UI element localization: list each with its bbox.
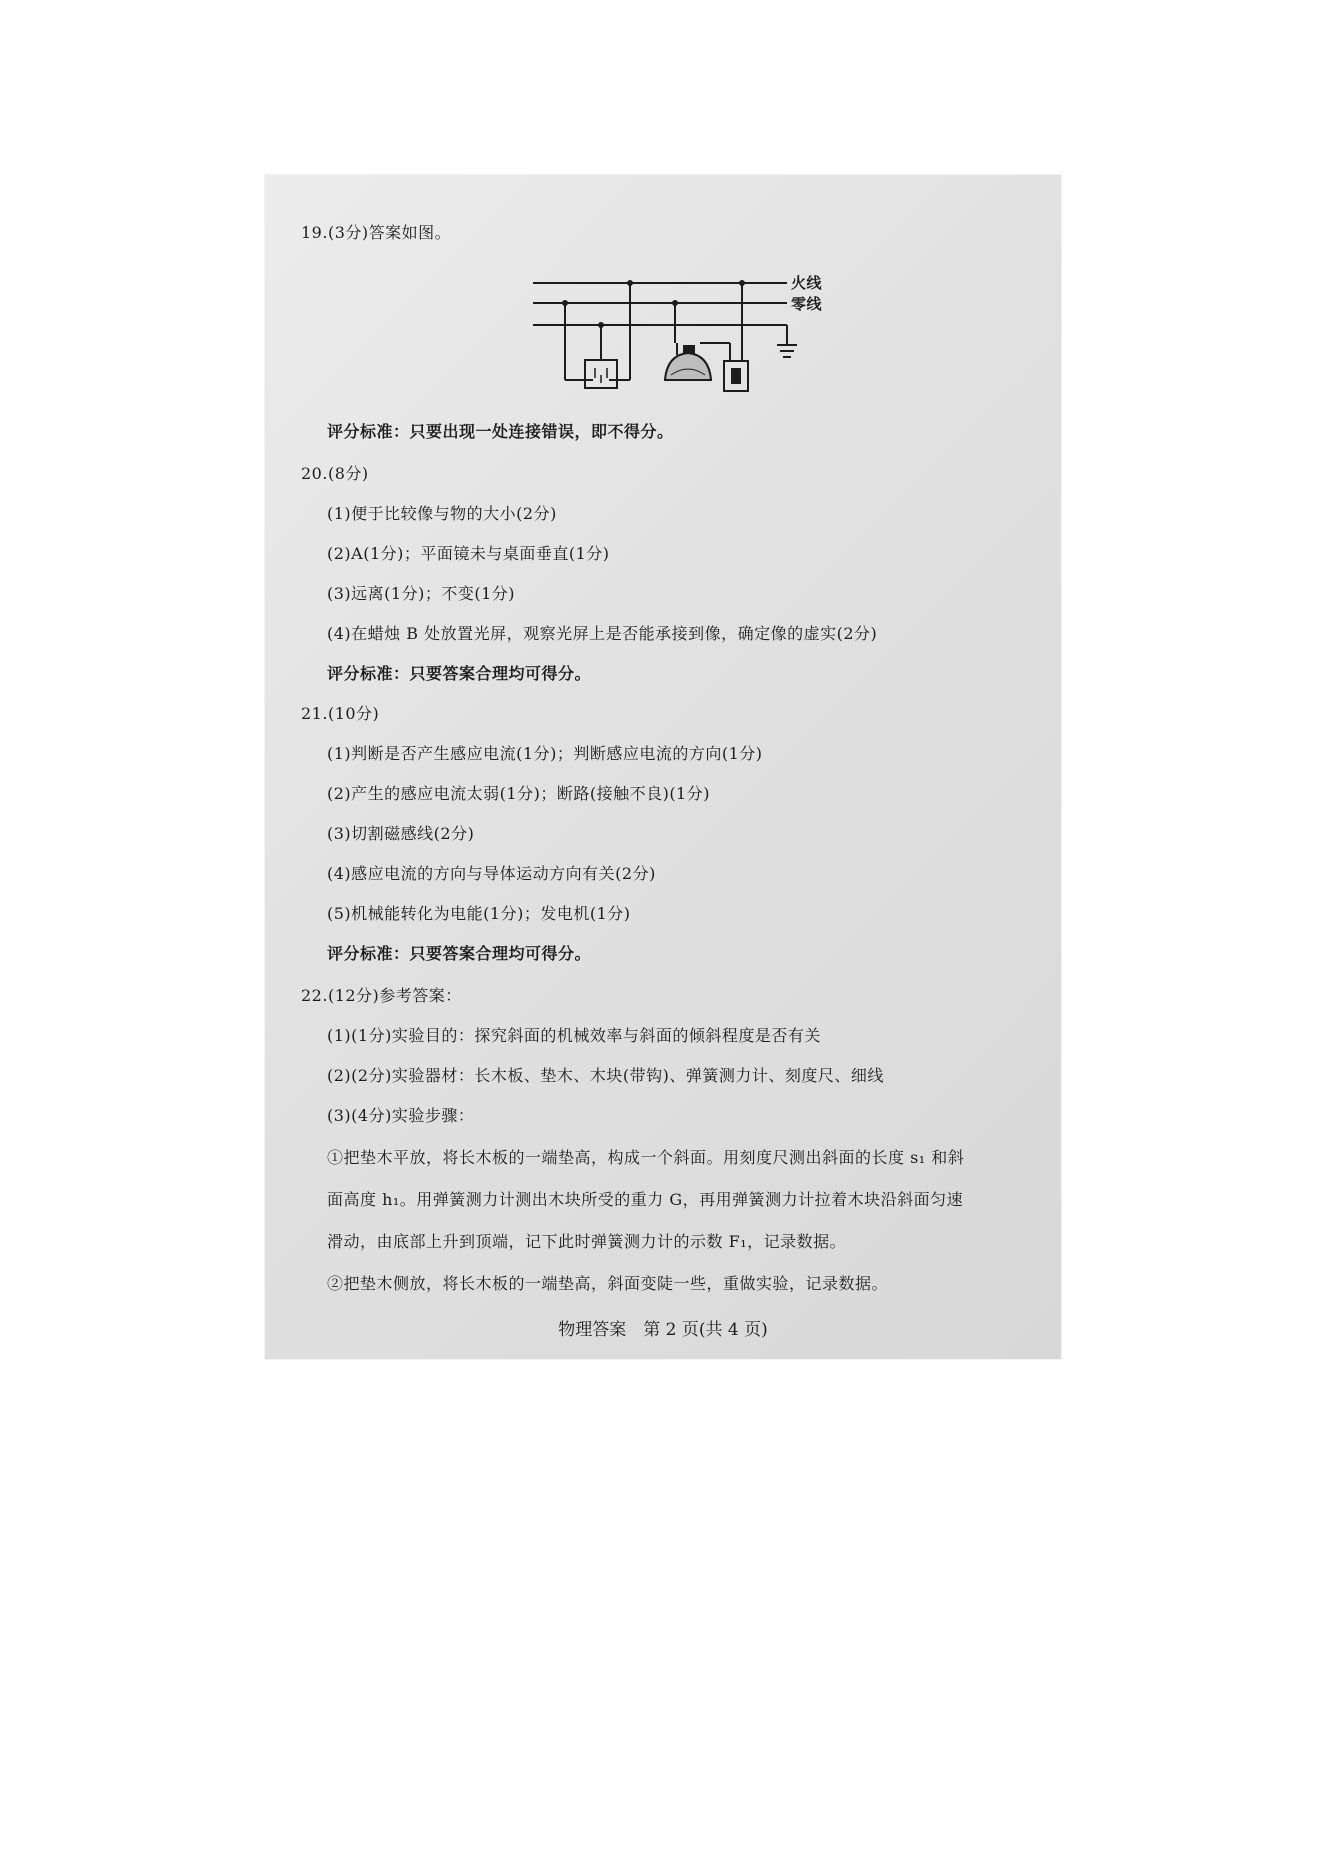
q21-heading: 21.(10分) [301,704,380,723]
q22-item-3: (3)(4分)实验步骤： [327,1106,475,1125]
q22-item-1: (1)(1分)实验目的：探究斜面的机械效率与斜面的倾斜程度是否有关 [327,1026,821,1045]
q22-step2: ②把垫木侧放，将长木板的一端垫高，斜面变陡一些，重做实验，记录数据。 [327,1274,889,1293]
q21-item-4: (4)感应电流的方向与导体运动方向有关(2分) [327,864,656,883]
q20-heading: 20.(8分) [301,464,369,483]
q20-criteria: 评分标准：只要答案合理均可得分。 [327,664,592,683]
q22-item-2: (2)(2分)实验器材：长木板、垫木、木块(带钩)、弹簧测力计、刻度尺、细线 [327,1066,884,1085]
q21-item-5: (5)机械能转化为电能(1分)；发电机(1分) [327,904,631,923]
socket-icon [585,360,617,388]
q20-item-4: (4)在蜡烛 B 处放置光屏，观察光屏上是否能承接到像，确定像的虚实(2分) [327,624,878,643]
q20-item-2: (2)A(1分)；平面镜未与桌面垂直(1分) [327,544,610,563]
q20-item-3: (3)远离(1分)；不变(1分) [327,584,515,603]
q21-item-3: (3)切割磁感线(2分) [327,824,475,843]
q22-heading: 22.(12分)参考答案： [301,986,462,1005]
switch-icon [724,361,748,391]
neutral-wire-label: 零线 [791,295,823,313]
answer-sheet-page [265,175,1061,1359]
q19-criteria: 评分标准：只要出现一处连接错误，即不得分。 [327,422,674,441]
page-footer: 物理答案 第 2 页(共 4 页) [558,1320,768,1340]
q22-step1-line3: 滑动，由底部上升到顶端，记下此时弹簧测力计的示数 F₁，记录数据。 [327,1232,847,1251]
q22-step1-line1: ①把垫木平放，将长木板的一端垫高，构成一个斜面。用刻度尺测出斜面的长度 s₁ 和斜 [327,1148,965,1167]
live-wire-label: 火线 [791,274,823,292]
lamp-icon [665,345,711,380]
q21-criteria: 评分标准：只要答案合理均可得分。 [327,944,592,963]
q20-item-1: (1)便于比较像与物的大小(2分) [327,504,557,523]
circuit-diagram [265,175,1061,405]
q21-item-1: (1)判断是否产生感应电流(1分)；判断感应电流的方向(1分) [327,744,763,763]
q19-heading: 19.(3分)答案如图。 [301,223,452,242]
q21-item-2: (2)产生的感应电流太弱(1分)；断路(接触不良)(1分) [327,784,710,803]
q22-step1-line2: 面高度 h₁。用弹簧测力计测出木块所受的重力 G，再用弹簧测力计拉着木块沿斜面匀速 [327,1190,964,1209]
